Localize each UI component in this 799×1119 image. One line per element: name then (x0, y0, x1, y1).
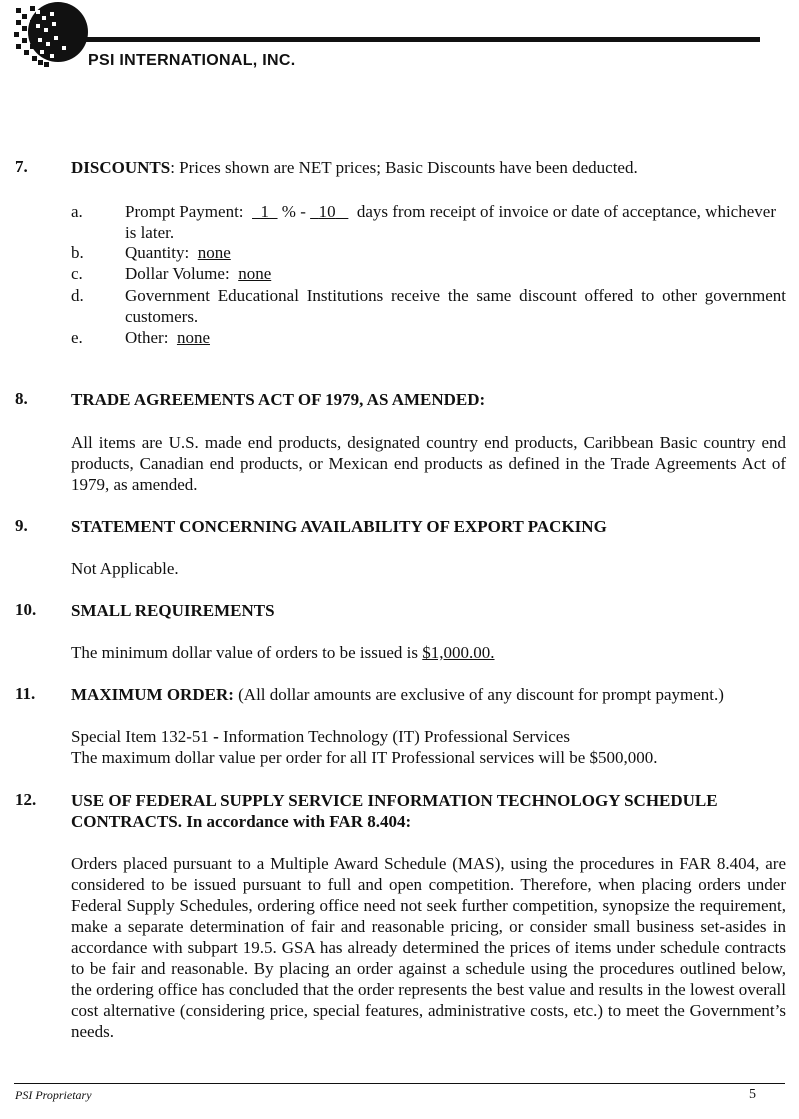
page-number: 5 (749, 1087, 756, 1102)
section-8-body: All items are U.S. made end products, designated country end products, Caribbean Basic country end products, Canadian end products, or Mexican end products as defined in the Trade Agreements Act of 1979, as amended. (71, 433, 786, 494)
section-7-number: 7. (15, 157, 28, 176)
section-8-number: 8. (15, 389, 28, 408)
footer-proprietary: PSI Proprietary (15, 1088, 92, 1102)
section-9-number: 9. (15, 516, 28, 535)
item-7d-education: Government Educational Institutions receive the same discount offered to other government customers. (125, 286, 786, 326)
item-7b-quantity: Quantity: none (125, 243, 231, 262)
section-11-special-item: Special Item 132-51 - Information Technology (IT) Professional Services (71, 727, 570, 746)
section-11-heading (71, 684, 786, 705)
section-10-title: SMALL REQUIREMENTS (71, 601, 275, 620)
section-12-body: Orders placed pursuant to a Multiple Award Schedule (MAS), using the procedures in FAR 8.404, are considered to be issued pursuant to full and open competition. Therefore, when placing orders under Federal Supply Schedules, ordering office need not seek further competition, synopsize the requirement, make a separate determination of fair and reasonable pricing, or consider small business set-asides in accordance with subpart 19.5. GSA has already determined the prices of items under schedule contracts to be fair and reasonable. By placing an order against a schedule using the procedures outlined below, the ordering office has concluded that the order represents the best value and results in the lowest overall cost alternative (considering price, special features, administrative costs, etc.) to meet the Government’s needs. (71, 854, 786, 1041)
item-7a-label: Prompt Payment: (125, 202, 248, 221)
other-value: none (176, 328, 210, 347)
section-12-title: USE OF FEDERAL SUPPLY SERVICE INFORMATION TECHNOLOGY SCHEDULE CONTRACTS. In accordance with FAR 8.404: (71, 791, 718, 831)
section-11-title: MAXIMUM ORDER: (71, 685, 234, 704)
section-10-body: The minimum dollar value of orders to be issued is $1,000.00. (71, 643, 495, 662)
item-7e-letter: e. (71, 328, 83, 347)
company-name: PSI INTERNATIONAL, INC. (88, 52, 296, 69)
section-7-title: DISCOUNTS (71, 158, 171, 177)
item-7c-dollar-volume: Dollar Volume: none (125, 264, 272, 283)
item-7d-letter: d. (71, 286, 84, 305)
footer-rule (14, 1083, 785, 1084)
header-rule (86, 37, 760, 42)
item-7e-other: Other: none (125, 328, 210, 347)
company-logo-icon (10, 2, 92, 70)
minimum-order-amount: $1,000.00. (422, 643, 495, 662)
section-7-intro: : Prices shown are NET prices; Basic Discounts have been deducted. (170, 158, 638, 177)
quantity-value: none (197, 243, 231, 262)
section-7-heading (71, 157, 786, 178)
section-11-number: 11. (15, 684, 36, 703)
item-7b-letter: b. (71, 243, 84, 262)
section-11-note: (All dollar amounts are exclusive of any discount for prompt payment.) (233, 685, 724, 704)
prompt-payment-percent: 1 (260, 202, 270, 221)
dollar-volume-value: none (238, 264, 272, 283)
item-7c-letter: c. (71, 264, 83, 283)
prompt-payment-days: 10 (318, 202, 336, 221)
item-7a-letter: a. (71, 202, 83, 221)
item-7a-tail: days from receipt of invoice or date of acceptance, whichever is later. (125, 202, 776, 242)
item-7a-prompt-payment (125, 201, 786, 243)
section-9-title: STATEMENT CONCERNING AVAILABILITY OF EXPORT PACKING (71, 517, 607, 536)
section-12-number: 12. (15, 790, 37, 809)
section-10-number: 10. (15, 600, 37, 619)
section-11-max-value: The maximum dollar value per order for all IT Professional services will be $500,000. (71, 748, 658, 767)
section-8-title: TRADE AGREEMENTS ACT OF 1979, AS AMENDED: (71, 390, 486, 409)
item-7a-sep: % - (277, 202, 311, 221)
section-9-body: Not Applicable. (71, 559, 179, 578)
